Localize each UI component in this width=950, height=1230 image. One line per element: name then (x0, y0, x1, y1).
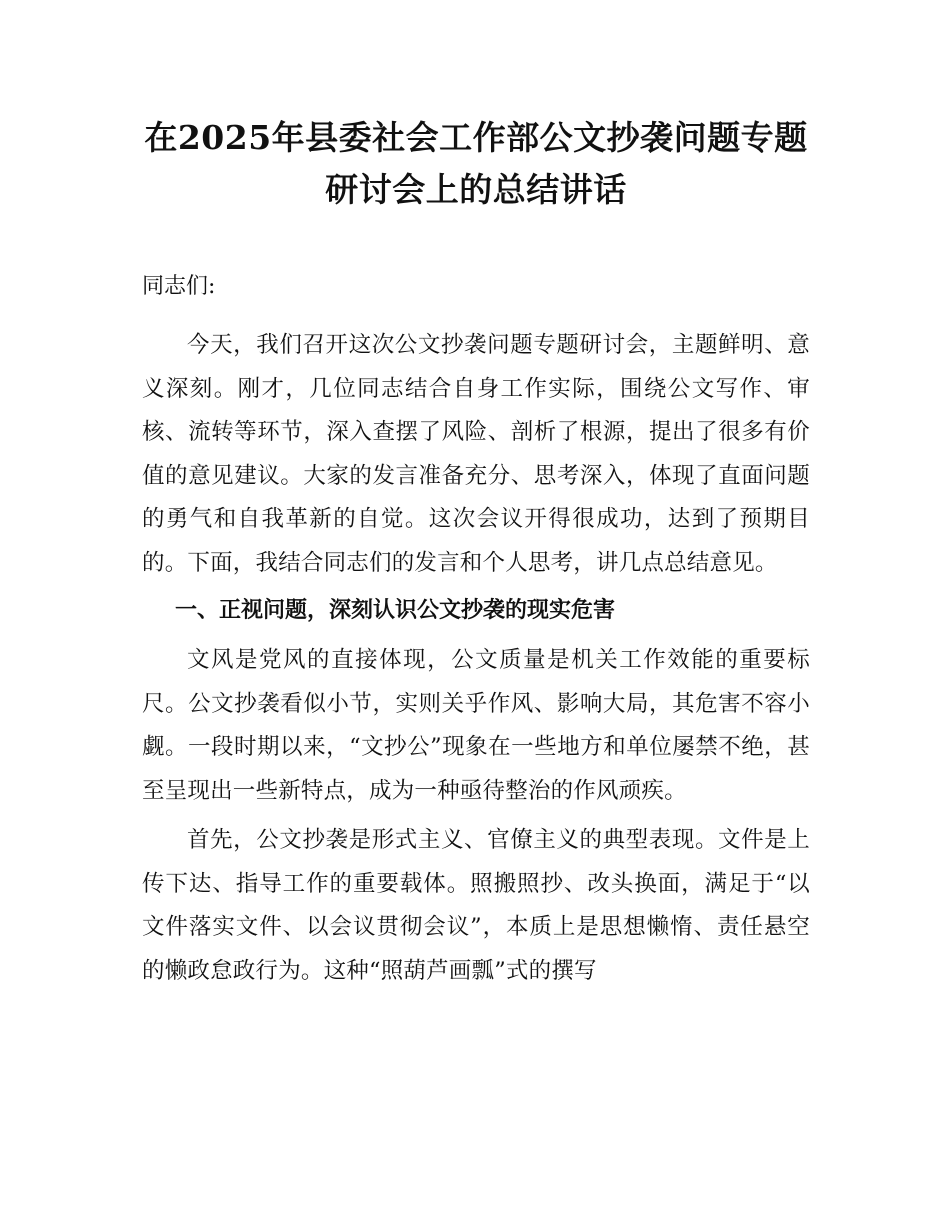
section-heading-1: 一、正视问题，深刻认识公文抄袭的现实危害 (175, 598, 616, 623)
greeting: 同志们: (142, 274, 216, 299)
opening-paragraph: 今天，我们召开这次公文抄袭问题专题研讨会，主题鲜明、意义深刻。刚才，几位同志结合自身工作实际，围绕公文写作、审核、流转等环节，深入查摆了风险、剖析了根源，提出了很多有价值的意见建议。大家的发言准备充分、思考深入，体现了直面问题的勇气和自我革新的自觉。这次会议开得很成功，达到了预期目的。下面，我结合同志们的发言和个人思考，讲几点总结意见。 (142, 332, 810, 576)
section1-paragraph-1: 文风是党风的直接体现，公文质量是机关工作效能的重要标尺。公文抄袭看似小节，实则关乎作风、影响大局，其危害不容小觑。一段时期以来，“文抄公”现象在一些地方和单位屡禁不绝，甚至呈现出一些新特点，成为一种亟待整治的作风顽疾。 (142, 647, 810, 804)
document-body (142, 324, 810, 999)
document-title (142, 112, 810, 216)
title-line-1: 在2025年县委社会工作部公文抄袭问题专题 (144, 118, 808, 157)
section1-paragraph-2: 首先，公文抄袭是形式主义、官僚主义的典型表现。文件是上传下达、指导工作的重要载体。照搬照抄、改头换面，满足于“以文件落实文件、以会议贯彻会议”，本质上是思想懒惰、责任悬空的懒政怠政行为。这种“照葫芦画瓢”式的撰写 (142, 827, 810, 984)
title-line-2: 研讨会上的总结讲话 (325, 170, 627, 209)
document-page (142, 112, 810, 984)
